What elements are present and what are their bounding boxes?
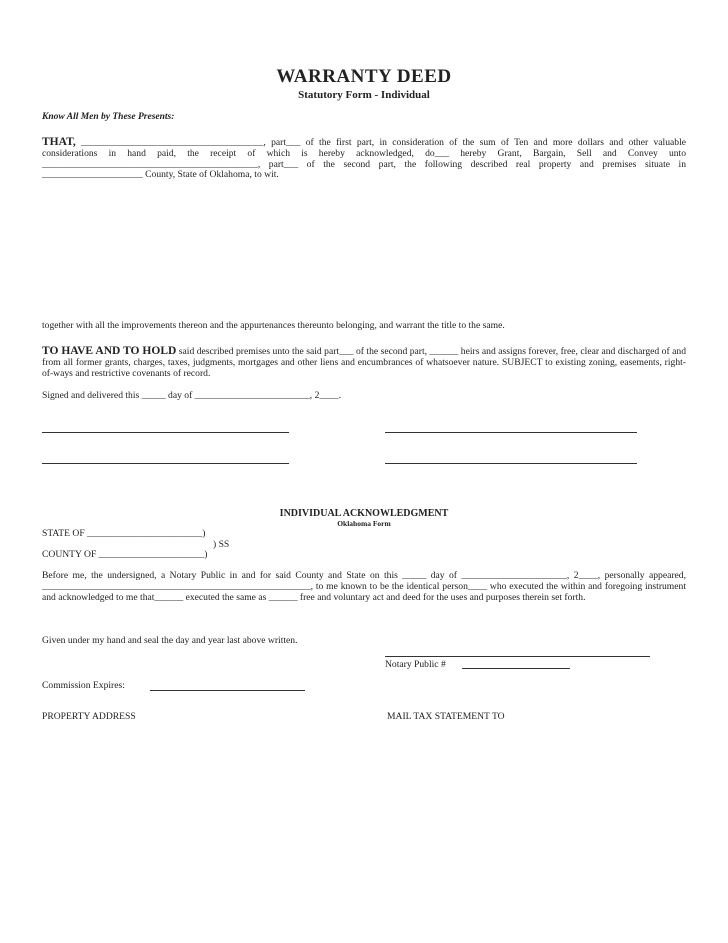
acknowledgment-title: INDIVIDUAL ACKNOWLEDGMENT [279,508,449,519]
state-of-line: STATE OF ________________________) [42,528,206,539]
signature-line-3 [42,463,289,464]
that-paragraph [42,137,686,181]
together-text: together with all the improvements thereon and the appurtenances thereunto belonging, and warrant the title to the same. [42,320,505,331]
hold-paragraph [42,346,686,379]
hold-text: said described premises unto the said part___ of the second part, ______ heirs and assigns forever, free, clear and discharged of and from all former grants, charges, taxes, judgments, mortgages and other liens and encumbrances of whatsoever nature. SUBJECT to existing zoning, easements, right-of-ways and restrictive covenants of record. [42,346,687,379]
together-paragraph [42,321,686,332]
before-me-paragraph [42,571,686,603]
before-me-text: Before me, the undersigned, a Notary Public in and for said County and State on this _____ day of ______________________, 2____, personally appeared, ________________________________________________________, to me known to be the identical person____ who executed the within and foregoing instrument and acknowledged to me that______ executed the same as ______ free and voluntary act and deed for the uses and purposes therein set forth. [42,570,686,603]
signature-line-4 [385,463,637,464]
hold-lead: TO HAVE AND TO HOLD [42,345,177,357]
commission-line [150,690,305,691]
that-lead: THAT, [42,136,76,148]
document-subtitle: Statutory Form - Individual [298,89,430,101]
notary-number-line [462,668,570,669]
given-line: Given under my hand and seal the day and year last above written. [42,635,298,646]
signed-line: Signed and delivered this _____ day of ________________________, 2____. [42,390,341,401]
intro-line: Know All Men by These Presents: [42,112,175,122]
signature-line-2 [385,432,637,433]
ss-mark: ) SS [213,539,230,550]
notary-signature-line [385,656,650,657]
mail-tax-label: MAIL TAX STATEMENT TO [387,711,505,722]
signature-line-1 [42,432,289,433]
property-address-label: PROPERTY ADDRESS [42,711,136,722]
commission-label: Commission Expires: [42,680,125,691]
notary-label: Notary Public # [385,659,446,670]
document-title: WARRANTY DEED [276,66,452,87]
county-of-line: COUNTY OF ______________________) [42,549,208,560]
that-text: ______________________________________, part___ of the first part, in consideration of the sum of Ten and more dollars and other valuable considerations in hand paid, the receipt of which is hereby acknowledged, do___ hereby Grant, Bargain, Sell and Convey unto _____________________________________________, part___ of the second part, the following described real property and premises situate in _____________________ County, State of Oklahoma, to wit. [42,137,686,181]
acknowledgment-subtitle: Oklahoma Form [337,519,391,528]
